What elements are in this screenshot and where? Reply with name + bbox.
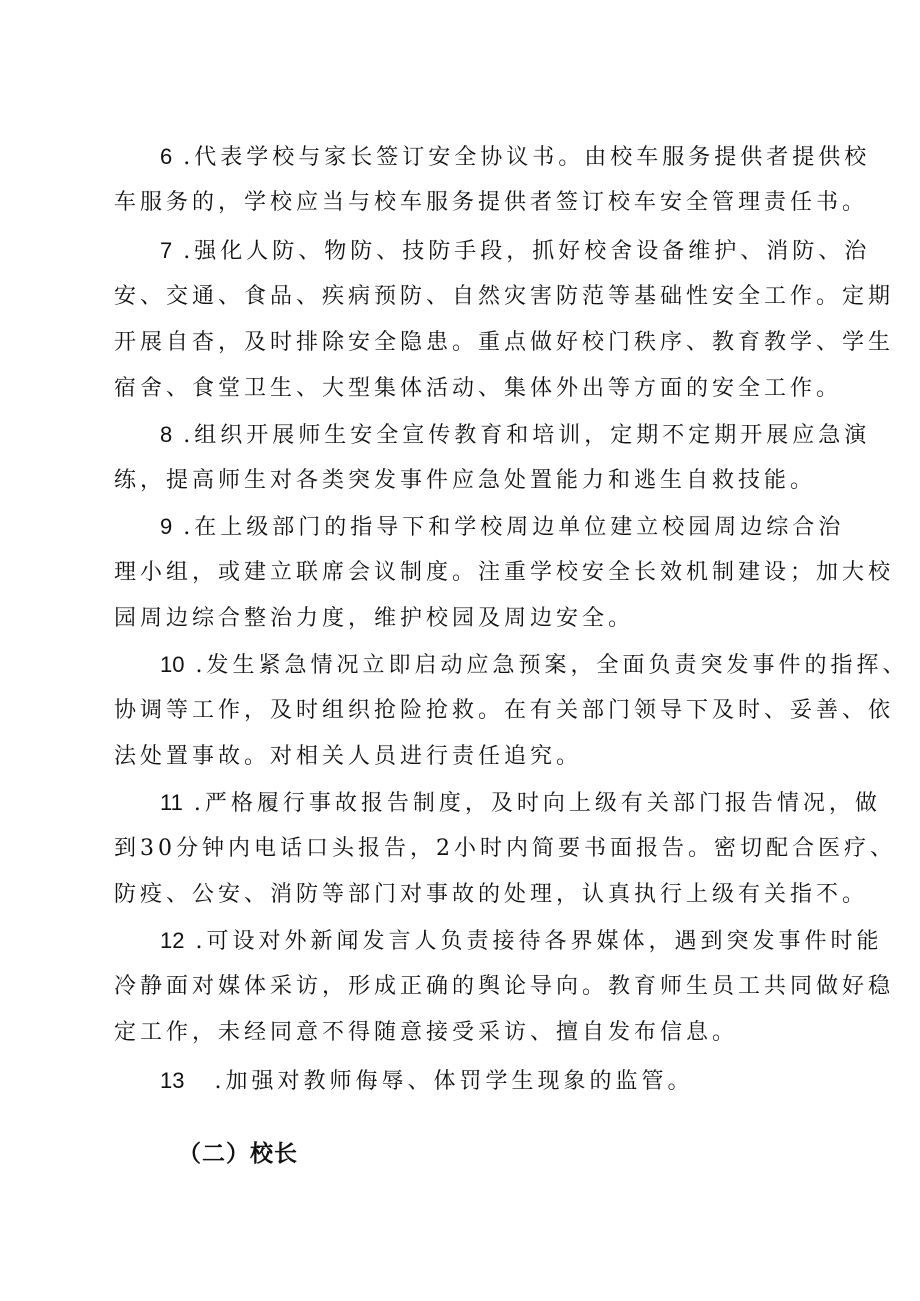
item-13-line-1	[160, 1066, 693, 1096]
item-number: 10	[160, 652, 185, 677]
item-7-line-4: 宿舍、食堂卫生、大型集体活动、集体外出等方面的安全工作。	[114, 376, 843, 401]
item-text: .加强对教师侮辱、体罚学生现象的监管。	[214, 1069, 694, 1094]
section-heading: （二）校长	[178, 1140, 298, 1166]
item-7-line-3: 开展自杳，及时排除安全隐患。重点做好校门秩序、教育教学、学生	[114, 330, 895, 355]
item-9-line-3: 园周边综合整治力度，维护校园及周边安全。	[114, 606, 635, 631]
item-6-line-2: 车服务的，学校应当与校车服务提供者签订校车安全管理责任书。	[114, 190, 869, 215]
item-text: .组织开展师生安全宣传教育和培训，定期不定期开展应急演	[183, 423, 871, 448]
item-12-line-1	[160, 926, 882, 956]
item-text: .发生紧急情况立即启动应急预案，全面负责突发事件的指挥、	[195, 653, 909, 678]
item-text: .代表学校与家长签订安全协议书。由校车服务提供者提供校	[183, 145, 871, 170]
item-text: .在上级部门的指导下和学校周边单位建立校园周边综合治	[183, 515, 845, 540]
item-number: 9	[160, 514, 173, 539]
item-number: 6	[160, 144, 173, 169]
item-10-line-1	[160, 650, 908, 680]
item-7-line-2: 安、交通、食品、疾病预防、自然灾害防范等基础性安全工作。定期	[114, 284, 895, 309]
item-10-line-2: 协调等工作，及时组织抢险抢救。在有关部门领导下及时、妥善、依	[114, 698, 895, 723]
item-9-line-2: 理小组，或建立联席会议制度。注重学校安全长效机制建设；加大校	[114, 560, 895, 585]
item-number: 11	[160, 790, 183, 815]
item-number: 13	[160, 1068, 185, 1093]
item-8-line-1	[160, 420, 870, 450]
item-6-line-1	[160, 142, 870, 172]
item-10-line-3: 法处置事故。对相关人员进行责任追究。	[114, 744, 583, 769]
item-9-line-1	[160, 512, 844, 542]
item-text: .可设对外新闻发言人负责接待各界媒体，遇到突发事件时能	[195, 929, 883, 954]
item-11-line-3: 防疫、公安、消防等部门对事故的处理，认真执行上级有关指不。	[114, 882, 869, 907]
item-text: .严格履行事故报告制度，及时向上级有关部门报告情况，做	[193, 791, 881, 816]
item-11-line-1	[160, 788, 881, 818]
item-12-line-2: 冷静面对媒体采访，形成正确的舆论导向。教育师生员工共同做好稳	[114, 974, 895, 999]
item-7-line-1	[160, 236, 870, 266]
item-number: 8	[160, 422, 173, 447]
item-number: 7	[160, 238, 173, 263]
item-8-line-2: 练，提高师生对各类突发事件应急处置能力和逃生自救技能。	[114, 468, 817, 493]
item-11-line-2: 到30分钟内电话口头报告，2小时内简要书面报告。密切配合医疗、	[114, 836, 896, 861]
item-12-line-3: 定工作，未经同意不得随意接受采访、擅自发布信息。	[114, 1020, 739, 1045]
item-text: .强化人防、物防、技防手段，抓好校舍设备维护、消防、治	[183, 239, 871, 264]
item-number: 12	[160, 928, 185, 953]
